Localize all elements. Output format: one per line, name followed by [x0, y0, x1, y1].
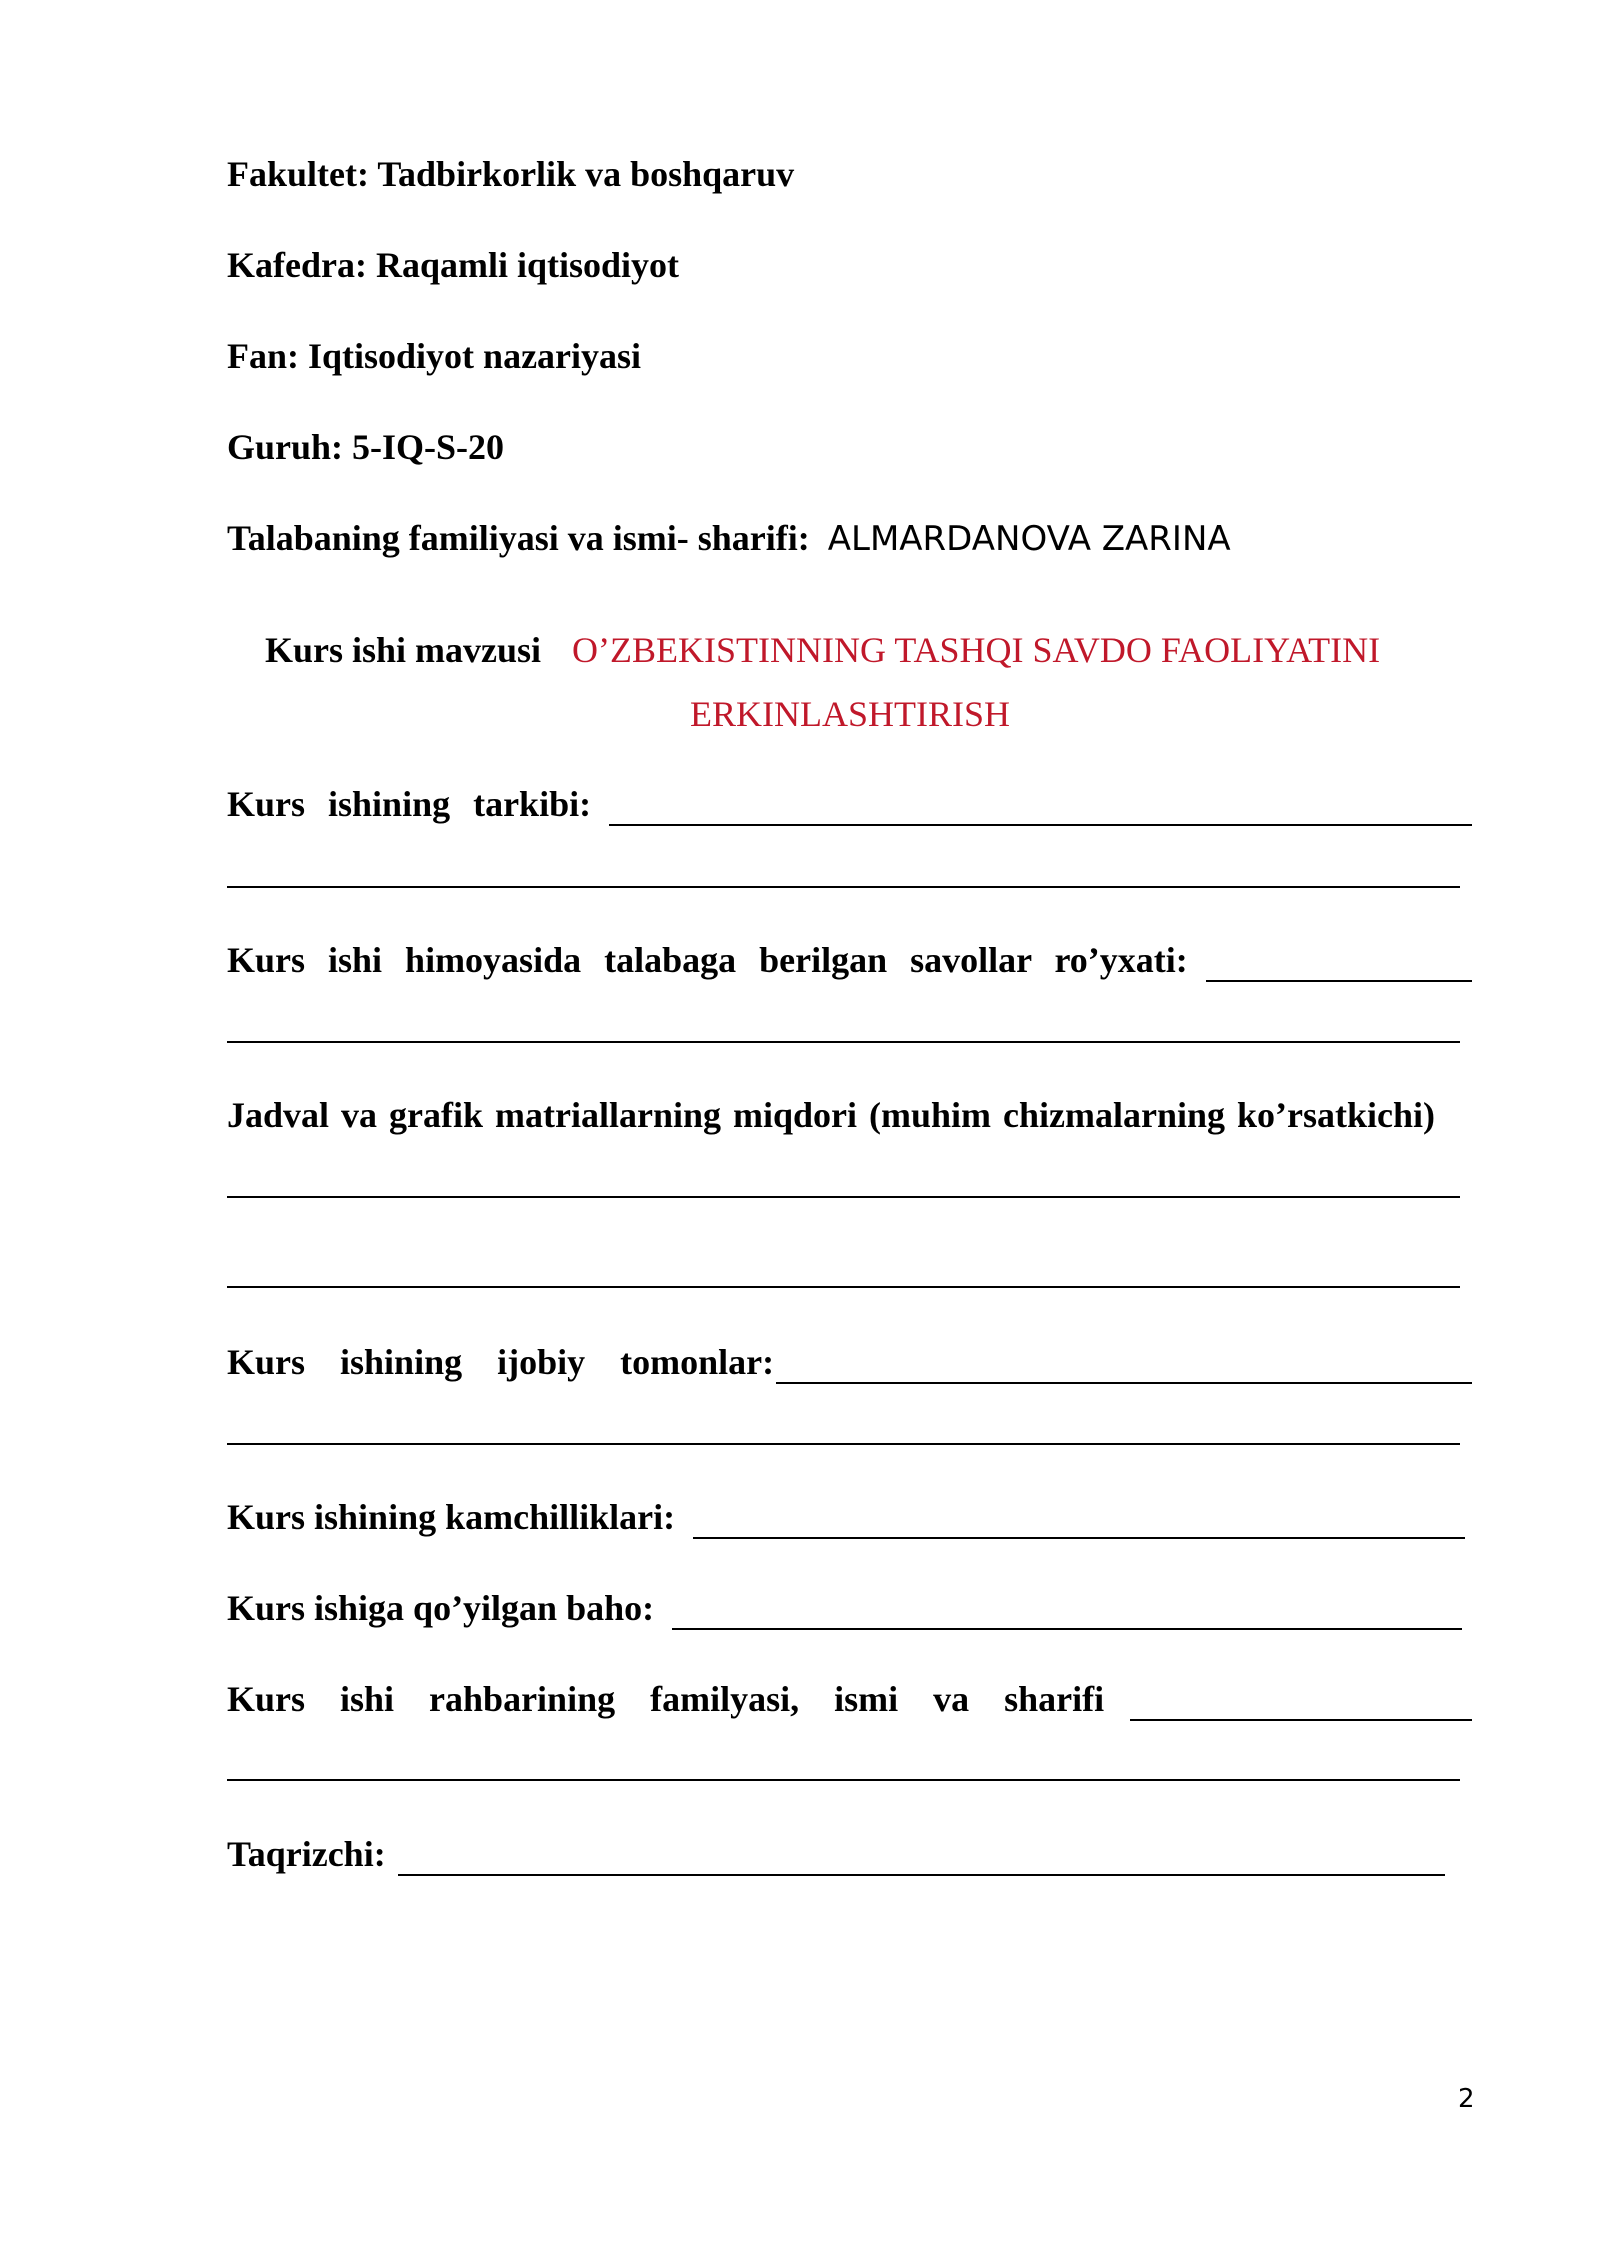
topic-line-1 — [265, 628, 1380, 672]
tables-charts-blank-2[interactable] — [227, 1286, 1460, 1288]
shortcomings-blank[interactable] — [693, 1501, 1465, 1539]
questions-blank[interactable] — [1206, 944, 1472, 982]
structure-label: Kurs ishining tarkibi: — [227, 784, 592, 824]
supervisor-field — [227, 1677, 1472, 1721]
subject-line: Fan: Iqtisodiyot nazariyasi — [227, 336, 642, 376]
questions-field — [227, 938, 1472, 982]
tables-charts-label: Jadval va grafik matriallarning miqdori (muhim chizmalarning ko’rsatkichi) — [227, 1095, 1436, 1135]
reviewer-blank[interactable] — [398, 1838, 1445, 1876]
reviewer-label: Taqrizchi: — [227, 1834, 386, 1874]
grade-field — [227, 1586, 1462, 1630]
positive-aspects-blank-2[interactable] — [227, 1443, 1460, 1445]
positive-aspects-label: Kurs ishining ijobiy tomonlar: — [227, 1342, 775, 1382]
questions-blank-2[interactable] — [227, 1041, 1460, 1043]
topic-title-line-1: O’ZBEKISTINNING TASHQI SAVDO FAOLIYATINI — [572, 630, 1381, 670]
page-number: 2 — [1458, 2084, 1475, 2114]
reviewer-field — [227, 1832, 1445, 1876]
grade-blank[interactable] — [672, 1592, 1462, 1630]
group-line: Guruh: 5-IQ-S-20 — [227, 427, 505, 467]
shortcomings-field — [227, 1495, 1465, 1539]
topic-label: Kurs ishi mavzusi — [265, 630, 542, 670]
structure-field — [227, 782, 1472, 826]
student-name-line — [227, 516, 1472, 561]
positive-aspects-field — [227, 1340, 1472, 1384]
student-name-label: Talabaning familiyasi va ismi- sharifi: — [227, 518, 810, 558]
supervisor-label: Kurs ishi rahbarining familyasi, ismi va sharifi — [227, 1679, 1105, 1719]
tables-charts-blank-1[interactable] — [227, 1196, 1460, 1198]
positive-aspects-blank[interactable] — [776, 1346, 1472, 1384]
supervisor-blank[interactable] — [1130, 1683, 1472, 1721]
structure-blank-2[interactable] — [227, 886, 1460, 888]
questions-label: Kurs ishi himoyasida talabaga berilgan savollar ro’yxati: — [227, 940, 1188, 980]
department-line: Kafedra: Raqamli iqtisodiyot — [227, 245, 680, 285]
structure-blank[interactable] — [609, 788, 1472, 826]
supervisor-blank-2[interactable] — [227, 1779, 1460, 1781]
grade-label: Kurs ishiga qo’yilgan baho: — [227, 1588, 655, 1628]
shortcomings-label: Kurs ishining kamchilliklari: — [227, 1497, 676, 1537]
topic-title-line-2: ERKINLASHTIRISH — [690, 694, 1010, 734]
faculty-line: Fakultet: Tadbirkorlik va boshqaruv — [227, 154, 795, 194]
student-name-value: ALMARDANOVA ZARINA — [827, 519, 1231, 559]
